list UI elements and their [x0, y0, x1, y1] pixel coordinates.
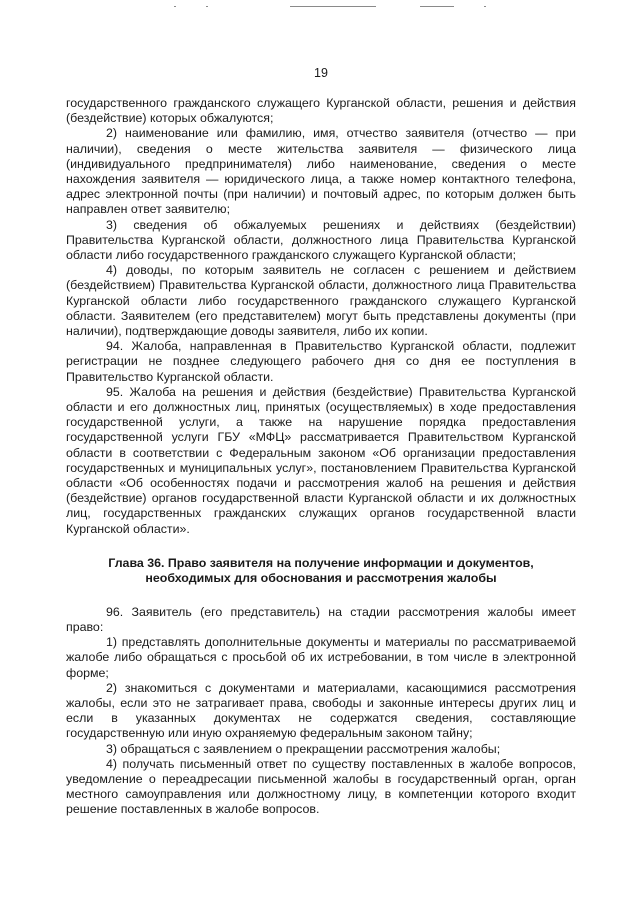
paragraph-item-2-applicant-name: 2) наименование или фамилию, имя, отчество заявителя (отчество — при наличии), сведения о месте жительства заявителя — физического лица (индивидуального предпринимателя) либо наименование, сведения о месте нахождения заявителя — юридического лица, а также номер контактного телефона, адрес электронной почты (при наличии) и почтовый адрес, по которым должен быть направлен ответ заявителю;: [66, 126, 576, 217]
paragraph-right-3-termination: 3) обращаться с заявлением о прекращении рассмотрения жалобы;: [106, 741, 501, 756]
chapter-36-heading: [66, 556, 576, 587]
scan-artifact-top-edge: [0, 0, 640, 14]
document-page: [66, 66, 576, 818]
paragraph-item-3-appealed-decisions: 3) сведения об обжалуемых решениях и действиях (бездействии) Правительства Курганской области, должностного лица Правительства Курганской области либо государственного гражданского служащего Курганской области;: [66, 217, 576, 263]
paragraph-94-registration: 94. Жалоба, направленная в Правительство Курганской области, подлежит регистрации не позднее следующего рабочего дня со дня ее поступления в Правительство Курганской области.: [66, 339, 576, 384]
paragraph-continuation: государственного гражданского служащего Курганской области, решения и действия (бездействие) которых обжалуются;: [66, 96, 576, 126]
paragraph-right-4-written-response: 4) получать письменный ответ по существу поставленных в жалобе вопросов, уведомление о переадресации письменной жалобы в государственный орган, орган местного самоуправления или должностному лицу, в компетенции которого входит решение поставленных в жалобе вопросов.: [66, 756, 576, 817]
paragraph-right-2-review-materials: 2) знакомиться с документами и материалами, касающимися рассмотрения жалобы, если это не затрагивает права, свободы и законные интересы других лиц и если в указанных документах не содержатся сведения, составляющие государственную или иную охраняемую федеральным законом тайну;: [66, 680, 576, 741]
paragraph-right-1-additional-documents: 1) представлять дополнительные документы и материалы по рассматриваемой жалобе либо обращаться с просьбой об их истребовании, в том числе в электронной форме;: [66, 635, 576, 680]
chapter-heading-line-2: необходимых для обоснования и рассмотрения жалобы: [145, 571, 497, 586]
paragraph-item-4-arguments: 4) доводы, по которым заявитель не согласен с решением и действием (бездействием) Правительства Курганской области, должностного лица Правительства Курганской области либо государственного гражданского служащего Курганской области. Заявителем (его представителем) могут быть представлены документы (при наличии), подтверждающие доводы заявителя, либо их копии.: [66, 263, 576, 339]
section-after-heading: [66, 605, 576, 818]
chapter-heading-line-1: Глава 36. Право заявителя на получение информации и документов,: [108, 555, 534, 570]
paragraph-95-complaint-review: 95. Жалоба на решения и действия (бездействие) Правительства Курганской области и его должностных лиц, принятых (осуществляемых) в ходе предоставления государственной услуги, а также на нарушение порядка предоставления государственной услуги ГБУ «МФЦ» рассматривается Правительством Курганской области в соответствии с Федеральным законом «Об организации предоставления государственных и муниципальных услуг», постановлением Правительства Курганской области «Об особенностях подачи и рассмотрения жалоб на решения и действия (бездействие) органов государственной власти Курганской области и их должностных лиц, государственных гражданских служащих органов государственной власти Курганской области».: [66, 384, 576, 536]
section-before-heading: [66, 96, 576, 537]
paragraph-96-applicant-rights: 96. Заявитель (его представитель) на стадии рассмотрения жалобы имеет право:: [66, 604, 576, 634]
page-number: 19: [314, 66, 328, 80]
